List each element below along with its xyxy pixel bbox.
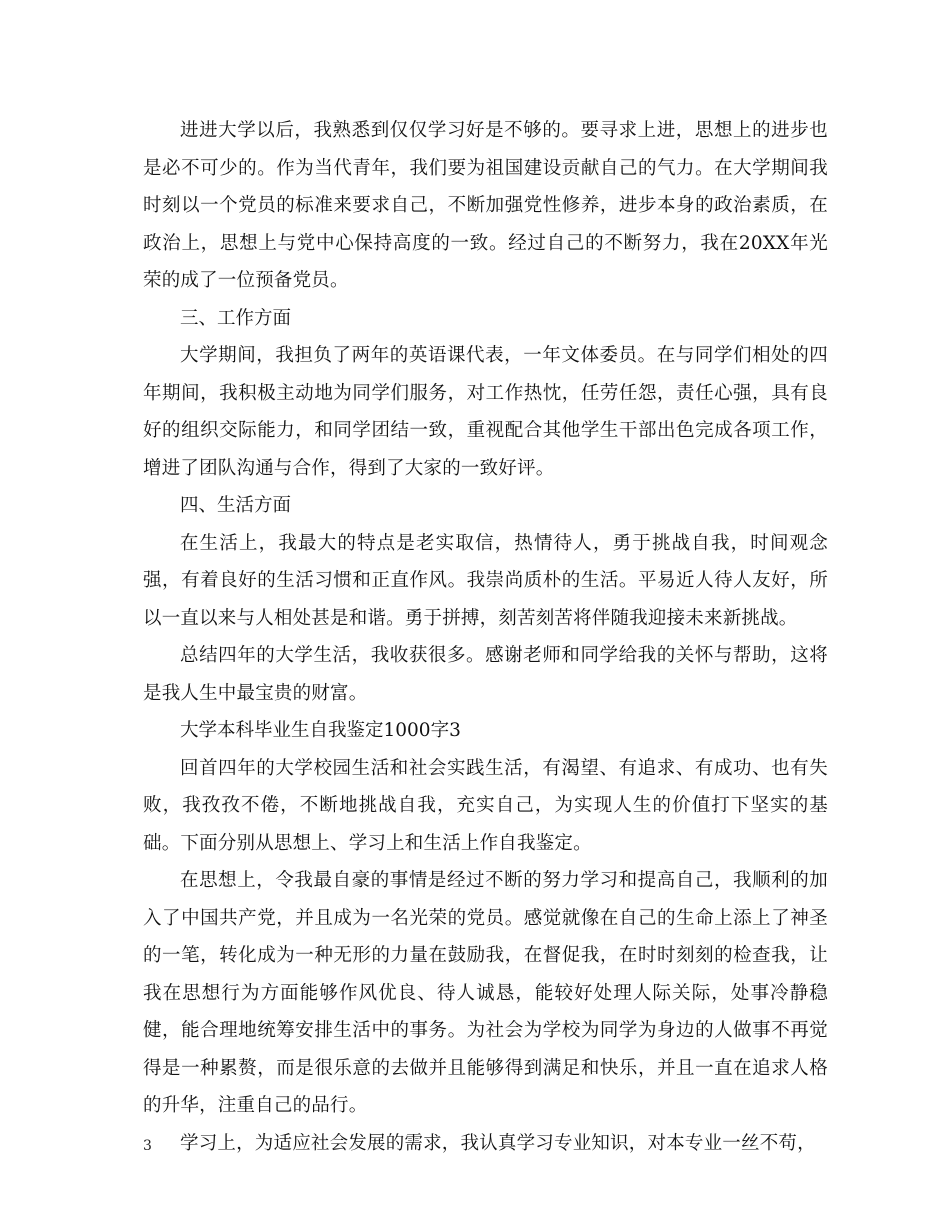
document-body (143, 112, 828, 1162)
paragraph-review: 回首四年的大学校园生活和社会实践生活，有渴望、有追求、有成功、也有失败，我孜孜不倦，不断地挑战自我，充实自己，为实现人生的价值打下坚实的基础。下面分别从思想上、学习上和生活上作自我鉴定。 (143, 757, 828, 854)
paragraph-life: 在生活上，我最大的特点是老实取信，热情待人，勇于挑战自我，时间观念强，有着良好的生活习惯和正直作风。我崇尚质朴的生活。平易近人待人友好，所以一直以来与人相处甚是和谐。勇于拼搏，刻苦刻苦将伴随我迎接未来新挑战。 (143, 532, 828, 629)
section-heading-life: 四、生活方面 (180, 495, 292, 516)
section-heading-work: 三、工作方面 (180, 307, 292, 329)
paragraph-political: 进进大学以后，我熟悉到仅仅学习好是不够的。要寻求上进，思想上的进步也是必不可少的。作为当代青年，我们要为祖国建设贡献自己的气力。在大学期间我时刻以一个党员的标准来要求自己，不断加强党性修养，进步本身的政治素质，在政治上，思想上与党中心保持高度的一致。经过自己的不断努力，我在20XX年光荣的成了一位预备党员。 (143, 120, 828, 291)
paragraph-thought: 在思想上，令我最自豪的事情是经过不断的努力学习和提高自己，我顺利的加入了中国共产党，并且成为一名光荣的党员。感觉就像在自己的生命上添上了神圣的一笔，转化成为一种无形的力量在鼓励我，在督促我，在时时刻刻的检查我，让我在思想行为方面能够作风优良、待人诚恳，能较好处理人际关际，处事冷静稳健，能合理地统筹安排生活中的事务。为社会为学校为同学为身边的人做事不再觉得是一种累赘，而是很乐意的去做并且能够得到满足和快乐，并且一直在追求人格的升华，注重自己的品行。 (143, 870, 828, 1116)
page-number: 3 (143, 1138, 152, 1154)
paragraph-summary: 总结四年的大学生活，我收获很多。感谢老师和同学给我的关怀与帮助，这将是我人生中最宝贵的财富。 (143, 645, 828, 704)
article-title-3: 大学本科毕业生自我鉴定1000字3 (180, 720, 461, 741)
paragraph-work: 大学期间，我担负了两年的英语课代表，一年文体委员。在与同学们相处的四年期间，我积极主动地为同学们服务，对工作热忱，任劳任怨，责任心强，具有良好的组织交际能力，和同学团结一致，重视配合其他学生干部出色完成各项工作，增进了团队沟通与合作，得到了大家的一致好评。 (143, 345, 828, 479)
paragraph-study: 学习上，为适应社会发展的需求，我认真学习专业知识，对本专业一丝不苟， (180, 1132, 816, 1154)
